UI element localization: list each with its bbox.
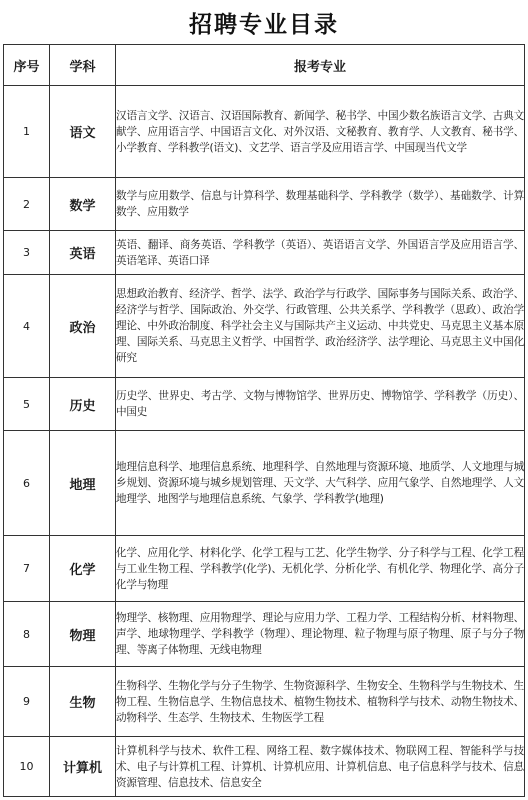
header-subject: 学科 bbox=[50, 45, 116, 86]
row-subject: 历史 bbox=[50, 378, 116, 431]
row-subject: 地理 bbox=[50, 431, 116, 536]
row-subject: 语文 bbox=[50, 86, 116, 178]
row-majors: 历史学、世界史、考古学、文物与博物馆学、世界历史、博物馆学、学科教学（历史）、中国史 bbox=[116, 378, 525, 431]
row-number: 1 bbox=[4, 86, 50, 178]
table-row bbox=[4, 602, 525, 667]
row-majors: 地理信息科学、地理信息系统、地理科学、自然地理与资源环境、地质学、人文地理与城乡规划、资源环境与城乡规划管理、天文学、大气科学、应用气象学、自然地理学、人文地理学、地图学与地理信息系统、气象学、学科教学(地理) bbox=[116, 431, 525, 536]
table-header-row bbox=[4, 45, 525, 86]
row-subject: 英语 bbox=[50, 231, 116, 275]
majors-table bbox=[3, 44, 525, 797]
row-number: 6 bbox=[4, 431, 50, 536]
header-no: 序号 bbox=[4, 45, 50, 86]
row-subject: 政治 bbox=[50, 275, 116, 378]
row-number: 10 bbox=[4, 737, 50, 797]
row-number: 9 bbox=[4, 667, 50, 737]
row-number: 2 bbox=[4, 178, 50, 231]
table-row bbox=[4, 737, 525, 797]
table-row bbox=[4, 431, 525, 536]
table-row bbox=[4, 667, 525, 737]
row-subject: 生物 bbox=[50, 667, 116, 737]
row-majors: 汉语言文学、汉语言、汉语国际教育、新闻学、秘书学、中国少数名族语言文学、古典文献学、应用语言学、中国语言文化、对外汉语、文秘教育、教育学、人文教育、秘书学、小学教育、学科教学(语文)、文艺学、语言学及应用语言学、中国现当代文学 bbox=[116, 86, 525, 178]
row-number: 7 bbox=[4, 536, 50, 602]
row-number: 8 bbox=[4, 602, 50, 667]
header-majors: 报考专业 bbox=[116, 45, 525, 86]
table-row bbox=[4, 231, 525, 275]
row-number: 5 bbox=[4, 378, 50, 431]
row-subject: 物理 bbox=[50, 602, 116, 667]
row-majors: 思想政治教育、经济学、哲学、法学、政治学与行政学、国际事务与国际关系、政治学、经济学与哲学、国际政治、外交学、行政管理、公共关系学、学科教学（思政）、政治学理论、中外政治制度、科学社会主义与国际共产主义运动、中共党史、马克思主义基本原理、国际关系、马克思主义哲学、中国哲学、政治经济学、法学理论、马克思主义中国化研究 bbox=[116, 275, 525, 378]
table-row bbox=[4, 178, 525, 231]
row-majors: 物理学、核物理、应用物理学、理论与应用力学、工程力学、工程结构分析、材料物理、声学、地球物理学、学科教学（物理）、理论物理、粒子物理与原子物理、原子与分子物理、等离子体物理、无线电物理 bbox=[116, 602, 525, 667]
row-number: 3 bbox=[4, 231, 50, 275]
table-row bbox=[4, 378, 525, 431]
row-number: 4 bbox=[4, 275, 50, 378]
row-subject: 化学 bbox=[50, 536, 116, 602]
row-majors: 数学与应用数学、信息与计算科学、数理基础科学、学科教学（数学）、基础数学、计算数学、应用数学 bbox=[116, 178, 525, 231]
page-title: 招聘专业目录 bbox=[189, 11, 339, 38]
row-subject: 数学 bbox=[50, 178, 116, 231]
row-majors: 计算机科学与技术、软件工程、网络工程、数字媒体技术、物联网工程、智能科学与技术、电子与计算机工程、计算机、计算机应用、计算机信息、电子信息科学与技术、信息资源管理、信息技术、信息安全 bbox=[116, 737, 525, 797]
table-row bbox=[4, 86, 525, 178]
table-row bbox=[4, 275, 525, 378]
table-row bbox=[4, 536, 525, 602]
row-majors: 英语、翻译、商务英语、学科教学（英语）、英语语言文学、外国语言学及应用语言学、英语笔译、英语口译 bbox=[116, 231, 525, 275]
row-majors: 化学、应用化学、材料化学、化学工程与工艺、化学生物学、分子科学与工程、化学工程与工业生物工程、学科教学(化学)、无机化学、分析化学、有机化学、物理化学、高分子化学与物理 bbox=[116, 536, 525, 602]
row-subject: 计算机 bbox=[50, 737, 116, 797]
row-majors: 生物科学、生物化学与分子生物学、生物资源科学、生物安全、生物科学与生物技术、生物工程、生物信息学、生物信息技术、植物生物技术、植物科学与技术、动物生物技术、动物科学、生态学、生物技术、生物医学工程 bbox=[116, 667, 525, 737]
